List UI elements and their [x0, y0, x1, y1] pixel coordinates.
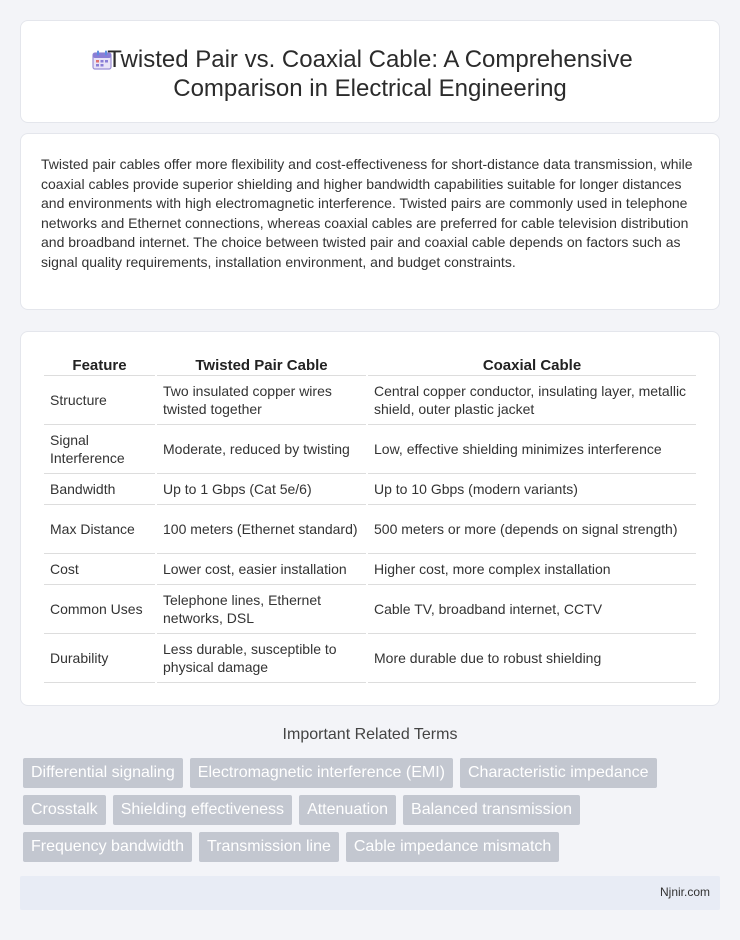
page-title: Twisted Pair vs. Coaxial Cable: A Comprehensive Comparison in Electrical Engineering [107, 46, 633, 102]
cell-feature: Durability [44, 634, 155, 683]
cell-twisted-pair: Less durable, susceptible to physical damage [157, 634, 366, 683]
tag-cable-impedance-mismatch[interactable]: Cable impedance mismatch [346, 832, 559, 862]
cell-twisted-pair: Up to 1 Gbps (Cat 5e/6) [157, 474, 366, 505]
header-card [20, 20, 720, 123]
comparison-table [42, 352, 698, 683]
tag-transmission-line[interactable]: Transmission line [199, 832, 339, 862]
cell-feature: Bandwidth [44, 474, 155, 505]
tag-row [23, 795, 703, 825]
tag-row [23, 758, 703, 788]
cell-coaxial: More durable due to robust shielding [368, 634, 696, 683]
table-row [44, 505, 696, 554]
cell-twisted-pair: Two insulated copper wires twisted together [157, 376, 366, 425]
table-row [44, 425, 696, 474]
summary-card [20, 133, 720, 310]
cell-feature: Structure [44, 376, 155, 425]
table-header-row [44, 352, 696, 376]
cell-coaxial: Higher cost, more complex installation [368, 554, 696, 585]
cell-coaxial: Cable TV, broadband internet, CCTV [368, 585, 696, 634]
cell-twisted-pair: Lower cost, easier installation [157, 554, 366, 585]
table-row [44, 585, 696, 634]
summary-text: Twisted pair cables offer more flexibility and cost-effectiveness for short-distance data transmission, while coaxial cables provide superior shielding and higher bandwidth capabilities suitable for longer distances and environments with high electromagnetic interference. Twisted pairs are commonly used in telephone networks and Ethernet connections, whereas coaxial cables are preferred for cable television distribution and broadband internet. The choice between twisted pair and coaxial cable depends on factors such as signal quality requirements, installation environment, and budget constraints. [41, 156, 693, 270]
tag-characteristic-impedance[interactable]: Characteristic impedance [460, 758, 657, 788]
header-twisted-pair: Twisted Pair Cable [157, 352, 366, 376]
cell-feature: Signal Interference [44, 425, 155, 474]
cell-twisted-pair: 100 meters (Ethernet standard) [157, 505, 366, 554]
tag-shielding-effectiveness[interactable]: Shielding effectiveness [113, 795, 292, 825]
table-row [44, 634, 696, 683]
tag-balanced-transmission[interactable]: Balanced transmission [403, 795, 580, 825]
cell-feature: Cost [44, 554, 155, 585]
tag-crosstalk[interactable]: Crosstalk [23, 795, 106, 825]
related-terms-tags [23, 758, 703, 869]
table-row [44, 474, 696, 505]
tag-attenuation[interactable]: Attenuation [299, 795, 396, 825]
table-row [44, 554, 696, 585]
cell-coaxial: 500 meters or more (depends on signal strength) [368, 505, 696, 554]
cell-feature: Max Distance [44, 505, 155, 554]
comparison-table-card [20, 331, 720, 706]
tag-emi[interactable]: Electromagnetic interference (EMI) [190, 758, 453, 788]
cell-twisted-pair: Moderate, reduced by twisting [157, 425, 366, 474]
header-feature: Feature [44, 352, 155, 376]
cell-coaxial: Low, effective shielding minimizes interference [368, 425, 696, 474]
cell-coaxial: Central copper conductor, insulating layer, metallic shield, outer plastic jacket [368, 376, 696, 425]
tag-differential-signaling[interactable]: Differential signaling [23, 758, 183, 788]
cell-twisted-pair: Telephone lines, Ethernet networks, DSL [157, 585, 366, 634]
cell-coaxial: Up to 10 Gbps (modern variants) [368, 474, 696, 505]
tag-frequency-bandwidth[interactable]: Frequency bandwidth [23, 832, 192, 862]
table-row [44, 376, 696, 425]
tag-row [23, 832, 703, 862]
related-terms-title: Important Related Terms [282, 726, 458, 743]
footer [20, 876, 720, 910]
footer-site[interactable]: Njnir.com [659, 885, 710, 899]
header-coaxial: Coaxial Cable [368, 352, 696, 376]
cell-feature: Common Uses [44, 585, 155, 634]
